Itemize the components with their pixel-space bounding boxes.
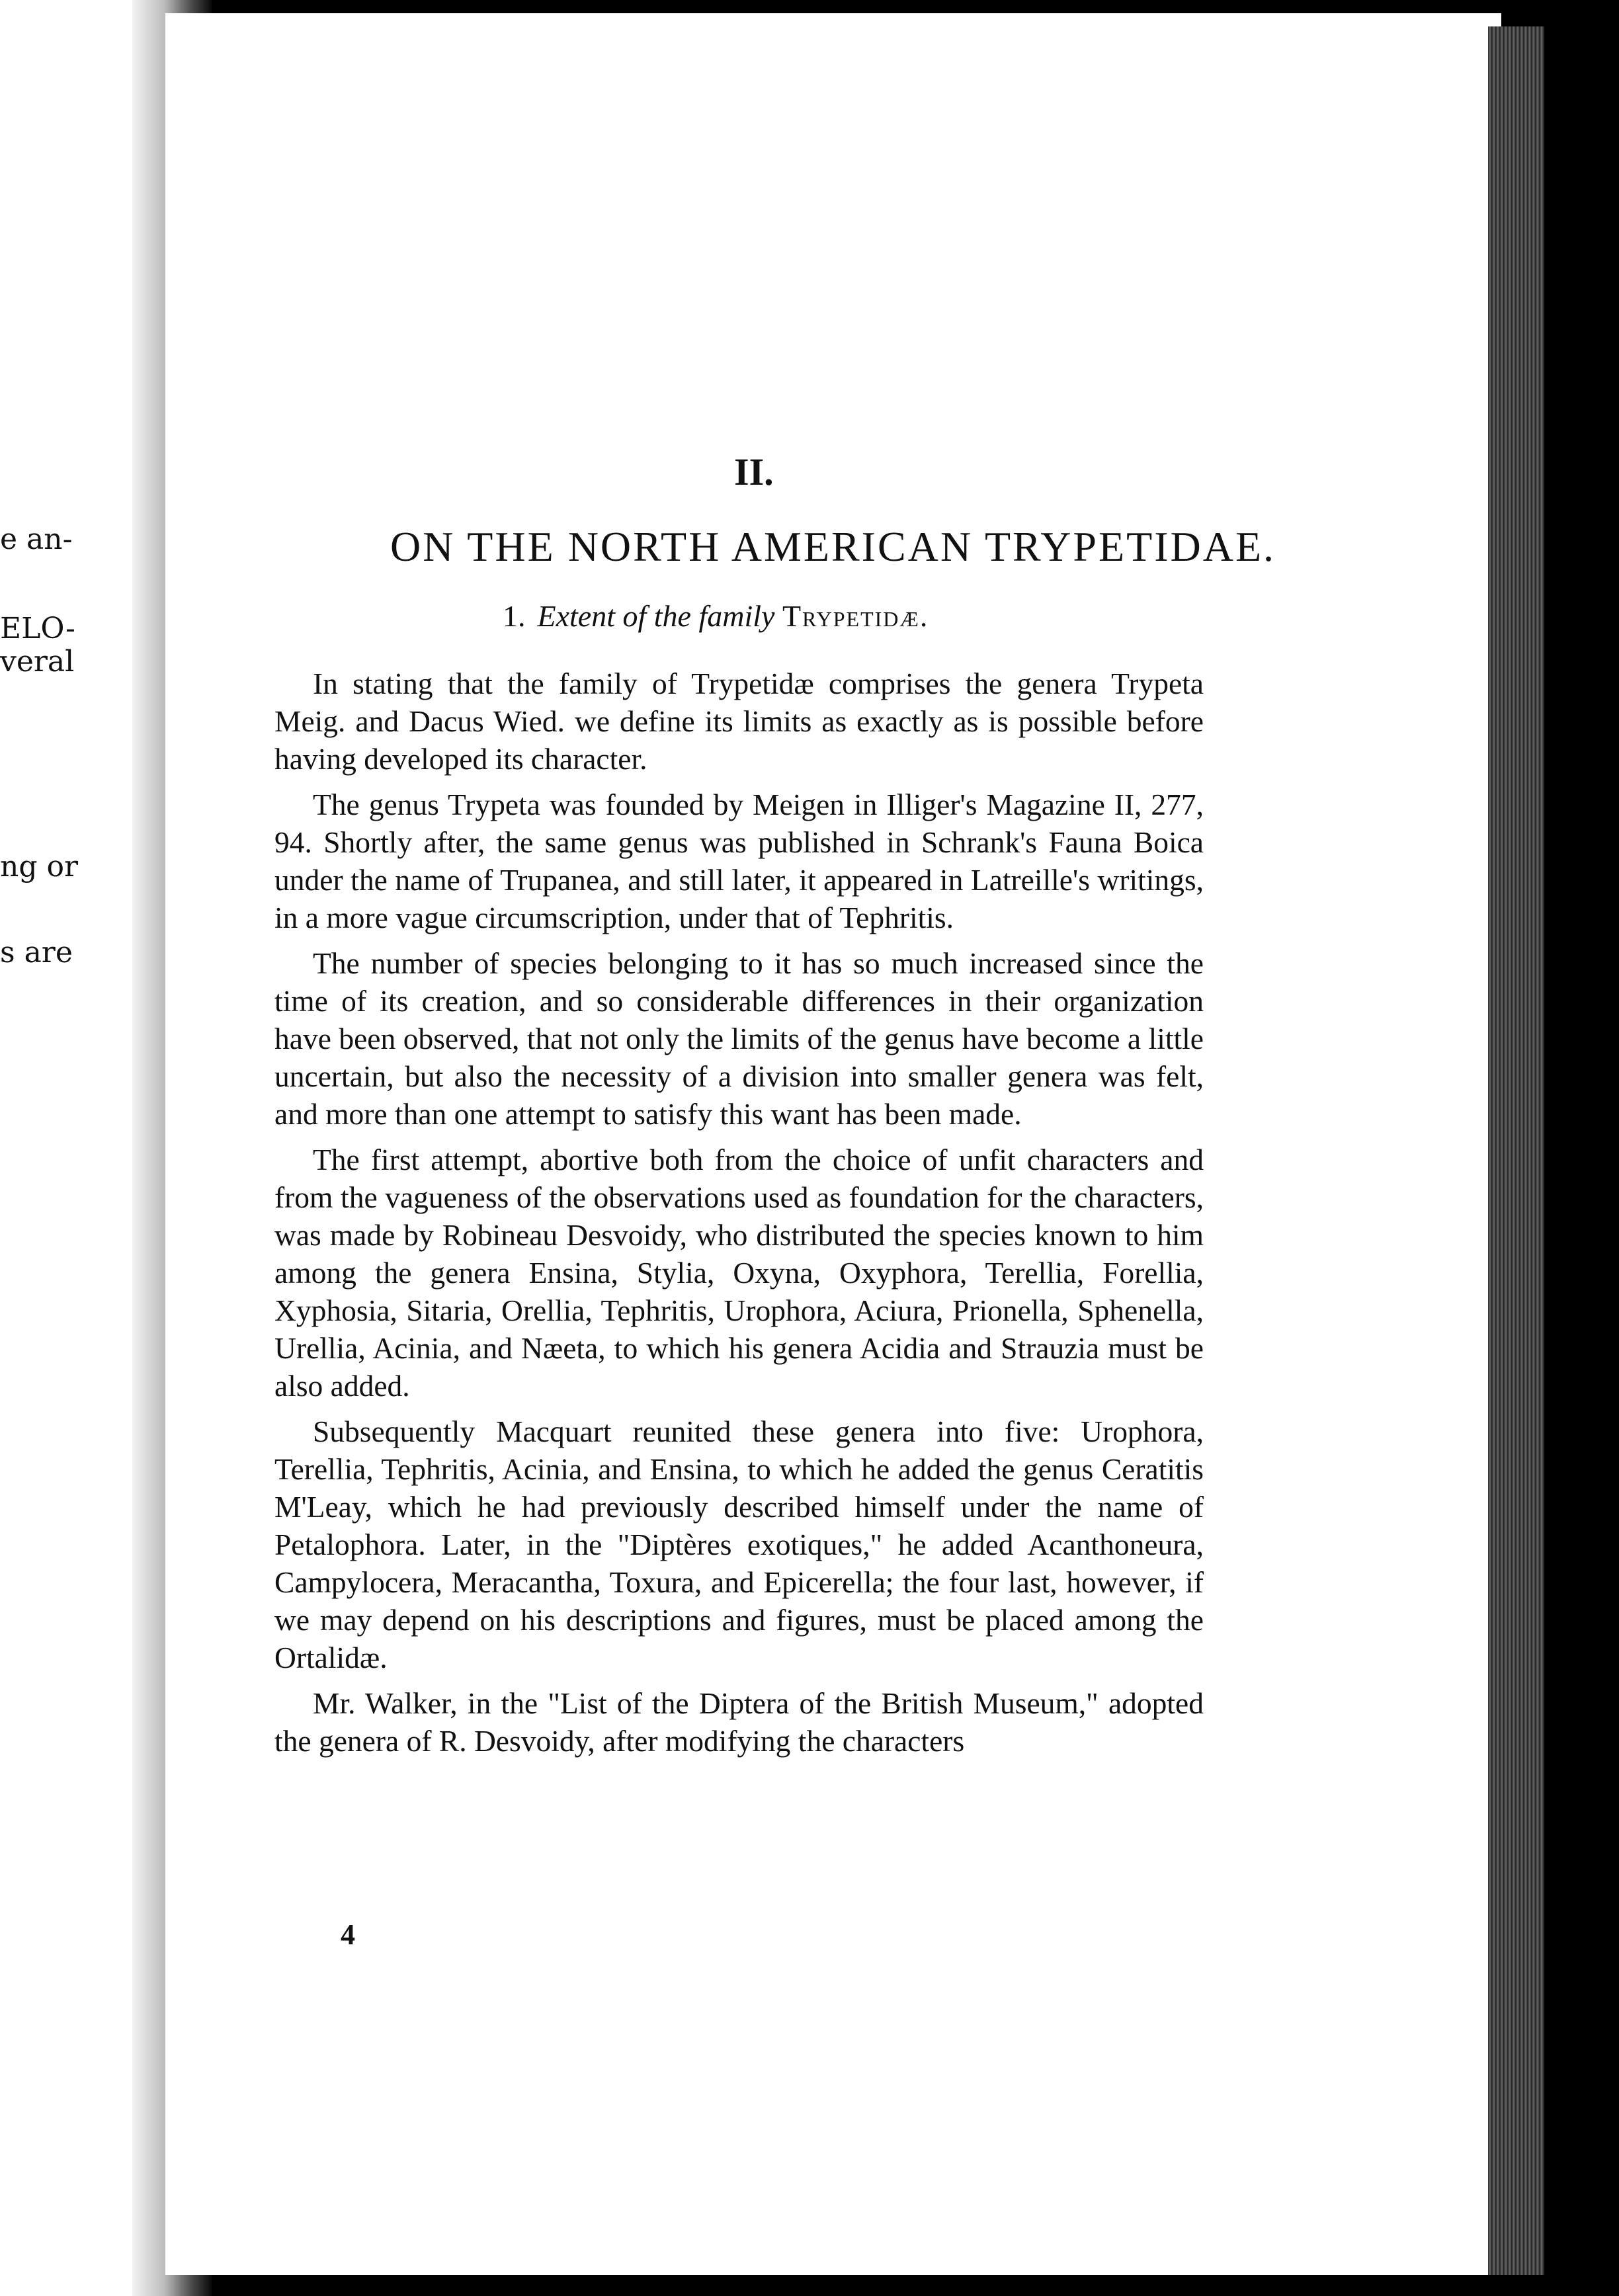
paragraph: The number of species belonging to it has so much increased since the time of its creation, and so considerable differences in their organization have been observed, that not only the limits of the genus have become a little uncertain, but also the necessity of a division into smaller genera was felt, and more than one attempt to satisfy this want has been made. xyxy=(274,946,1204,1131)
paragraph: Mr. Walker, in the "List of the Diptera of the British Museum," adopted the genera of R. Desvoidy, after modifying the characters xyxy=(274,1686,1204,1758)
chapter-title: ON THE NORTH AMERICAN TRYPETIDAE. xyxy=(390,523,1276,570)
page-edges xyxy=(1488,26,1544,2275)
section-label: Extent of the family xyxy=(537,599,775,633)
left-fragment: veral xyxy=(0,645,75,678)
left-fragment: ng or xyxy=(0,850,79,883)
page-number: 4 xyxy=(341,1918,355,1951)
left-fragment: ELO- xyxy=(0,612,75,645)
chapter-number: II. xyxy=(734,450,774,493)
body-text xyxy=(274,665,1204,1760)
section-heading xyxy=(503,598,929,634)
paragraph: The first attempt, abortive both from the choice of unfit characters and from the vagueness of the observations used as foundation for the characters, was made by Robineau Desvoidy, who distributed the species known to him among the genera Ensina, Stylia, Oxyna, Oxyphora, Terellia, Forellia, Xyphosia, Sitaria, Orellia, Tephritis, Urophora, Aciura, Prionella, Sphenella, Urellia, Acinia, and Næeta, to which his genera Acidia and Strauzia must be also added. xyxy=(274,1143,1204,1403)
left-fragment: e an- xyxy=(0,522,73,556)
paragraph: In stating that the family of Trypetidæ comprises the genera Trypeta Meig. and Dacus Wied. we define its limits as exactly as is possible before having developed its character. xyxy=(274,667,1204,776)
section-number: 1. xyxy=(503,599,526,633)
section-name: Trypetidæ. xyxy=(782,599,929,633)
paragraph: The genus Trypeta was founded by Meigen in Illiger's Magazine II, 277, 94. Shortly after, the same genus was published in Schrank's Fauna Boica under the name of Trupanea, and still later, it appeared in Latreille's writings, in a more vague circumscription, under that of Tephritis. xyxy=(274,788,1204,934)
paragraph: Subsequently Macquart reunited these genera into five: Urophora, Terellia, Tephritis, Acinia, and Ensina, to which he added the genus Ceratitis M'Leay, which he had previously described himself under the name of Petalophora. Later, in the "Diptères exotiques," he added Acanthoneura, Campylocera, Meracantha, Toxura, and Epicerella; the four last, however, if we may depend on his descriptions and figures, must be placed among the Ortalidæ. xyxy=(274,1414,1204,1674)
left-fragment: s are xyxy=(0,936,73,969)
